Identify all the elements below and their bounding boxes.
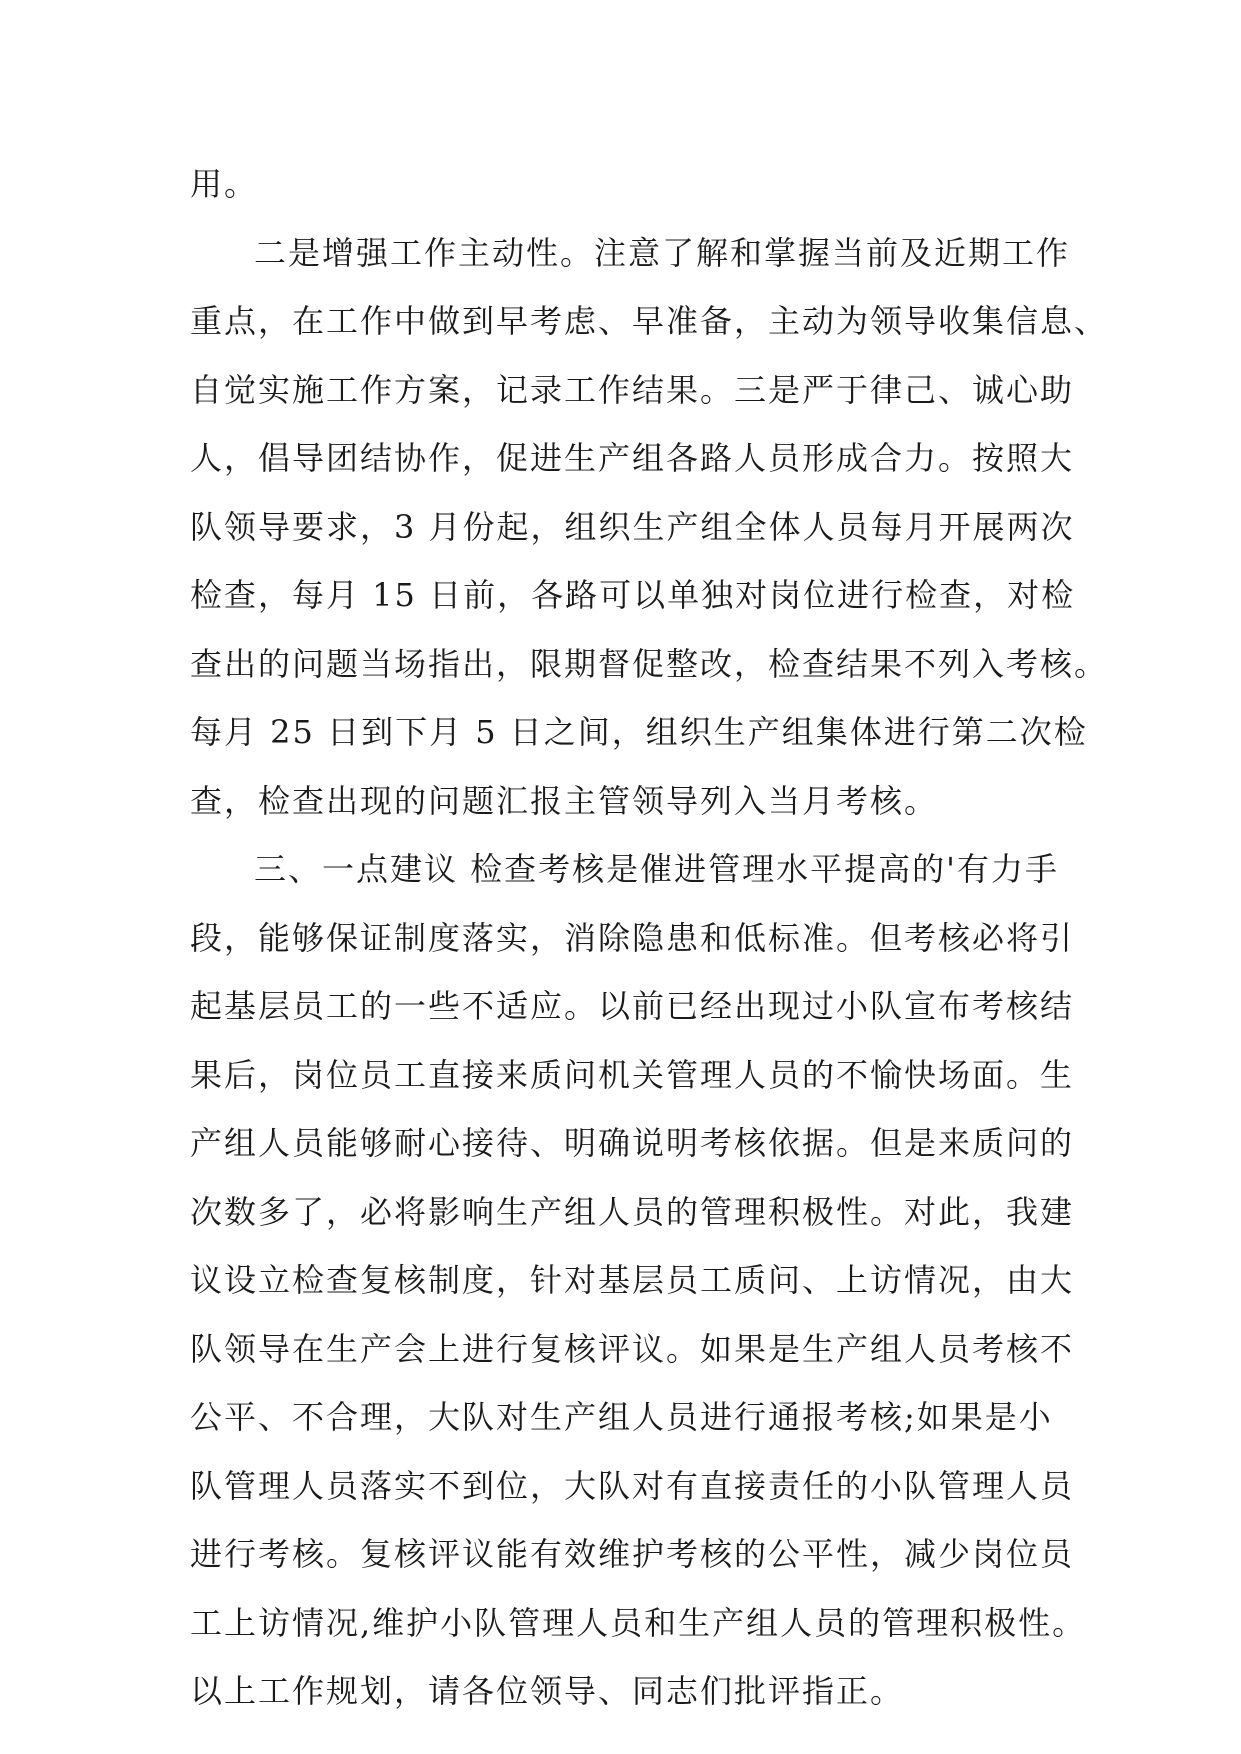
text-line: 队管理人员落实不到位，大队对有直接责任的小队管理人员	[190, 1466, 1075, 1505]
paragraph-first-line: 三、一点建议 检查考核是催进管理水平提高的'有力手	[254, 850, 1059, 888]
text-line: 产组人员能够耐心接待、明确说明考核依据。但是来质问的	[190, 1124, 1075, 1162]
text-line: 议设立检查复核制度，针对基层员工质问、上访情况，由大	[190, 1261, 1075, 1299]
text-line: 公平、不合理，大队对生产组人员进行通报考核;如果是小	[190, 1398, 1053, 1436]
text-line: 查，检查出现的问题汇报主管领导列入当月考核。	[190, 781, 939, 820]
text-line: 查出的问题当场指出，限期督促整改，检查结果不列入考核。	[190, 644, 1109, 683]
text-line: 队领导在生产会上进行复核评议。如果是生产组人员考核不	[190, 1329, 1075, 1368]
text-line: 工上访情况,维护小队管理人员和生产组人员的管理积极性。	[190, 1603, 1087, 1642]
text-line: 自觉实施工作方案，记录工作结果。三是严于律己、诚心助	[190, 370, 1075, 409]
text-line: 用。	[190, 165, 259, 203]
text-line: 人，倡导团结协作，促进生产组各路人员形成合力。按照大	[190, 439, 1075, 477]
text-line: 起基层员工的一些不适应。以前已经出现过小队宣布考核结	[190, 987, 1075, 1025]
text-line: 果后，岗位员工直接来质问机关管理人员的不愉快场面。生	[190, 1055, 1075, 1094]
text-line: 队领导要求，3 月份起，组织生产组全体人员每月开展两次	[190, 507, 1075, 546]
text-line: 段，能够保证制度落实，消除隐患和低标准。但考核必将引	[190, 918, 1075, 957]
text-line: 检查，每月 15 日前，各路可以单独对岗位进行检查，对检	[190, 576, 1076, 614]
paragraph-first-line: 二是增强工作主动性。注意了解和掌握当前及近期工作	[254, 233, 1071, 272]
text-line: 重点，在工作中做到早考虑、早准备，主动为领导收集信息、	[190, 302, 1109, 340]
document-body	[190, 150, 1109, 1726]
text-line: 次数多了，必将影响生产组人员的管理积极性。对此，我建	[190, 1192, 1075, 1231]
text-line: 每月 25 日到下月 5 日之间，组织生产组集体进行第二次检	[190, 713, 1088, 751]
text-line: 进行考核。复核评议能有效维护考核的公平性，减少岗位员	[190, 1535, 1075, 1573]
text-line: 以上工作规划，请各位领导、同志们批评指正。	[190, 1672, 905, 1710]
